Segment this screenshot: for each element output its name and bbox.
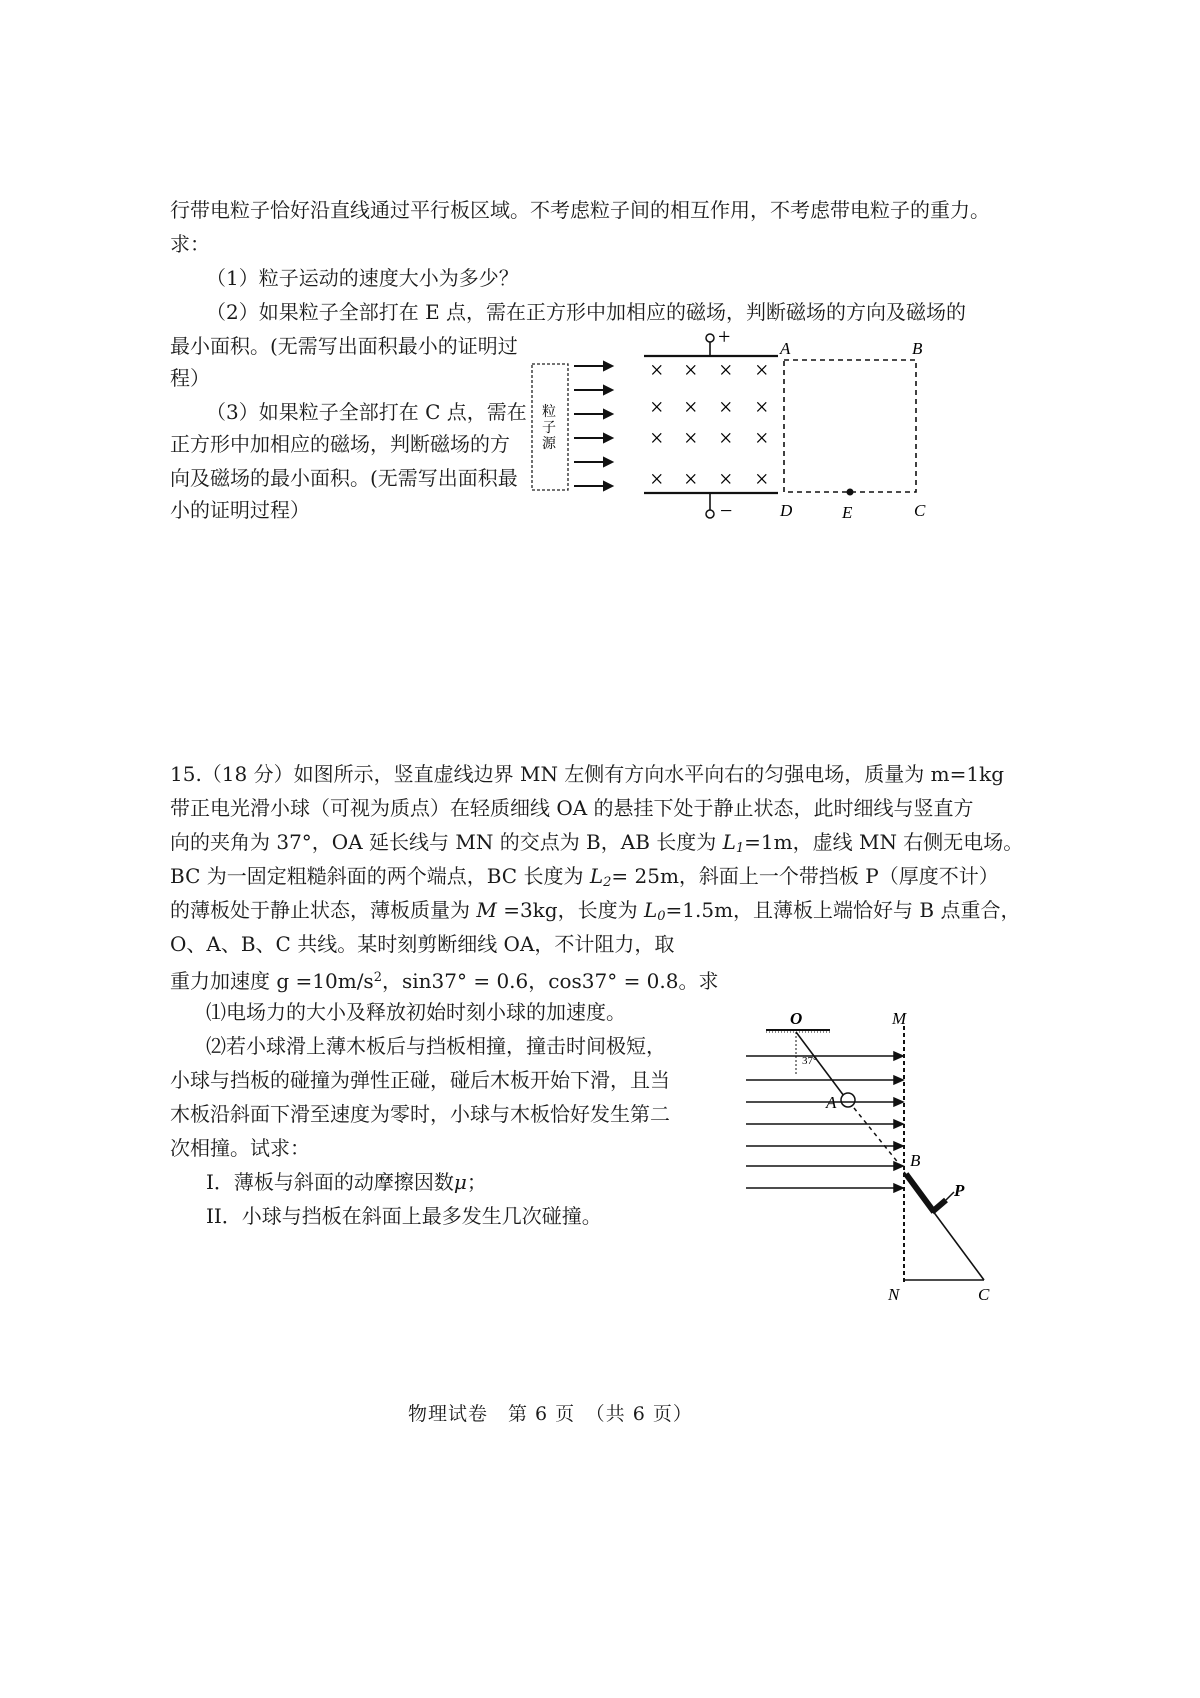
field-cross-0-3: × [755, 358, 769, 384]
label-point-b: B [912, 339, 923, 358]
particle-source-label-3: 源 [542, 437, 556, 452]
q15-text-line-6: O、A、B、C 共线。某时刻剪断细线 OA，不计阻力，取 [170, 932, 675, 956]
field-cross-2-3: × [755, 426, 769, 452]
label-c: C [978, 1285, 990, 1304]
thin-plank [906, 1174, 934, 1212]
oa-extension [854, 1108, 904, 1170]
point-e-dot [847, 489, 854, 496]
ball-a [841, 1093, 855, 1107]
magnetic-field-crosses [650, 358, 769, 493]
q14-sub-question-3-line-b: 正方形中加相应的磁场，判断磁场的方 [170, 432, 510, 456]
field-cross-1-1: × [684, 395, 698, 421]
q14-sub-question-3-line-d: 小的证明过程） [170, 498, 310, 522]
particle-beam-arrows [574, 362, 612, 490]
q15-text-line-2: 带正电光滑小球（可视为质点）在轻质细线 OA 的悬挂下处于静止状态，此时细线与竖直方 [170, 796, 974, 820]
q14-sub-question-3-line-a: （3）如果粒子全部打在 C 点，需在 [206, 400, 527, 424]
q15-part-2-line-d: 次相撞。试求： [170, 1136, 310, 1160]
field-cross-0-1: × [684, 358, 698, 384]
q15-text-line-3: 向的夹角为 37°，OA 延长线与 MN 的交点为 B，AB 长度为 $L_1=1m$，虚线 MN 右侧无电场。 [170, 830, 1024, 856]
q14-sub-question-1: （1）粒子运动的速度大小为多少？ [206, 266, 519, 290]
q15-item-1: I．薄板与斜面的动摩擦因数μ； [206, 1170, 487, 1194]
q14-text-line-2: 求： [170, 232, 210, 256]
q14-sub-question-2-line-b: 最小面积。(无需写出面积最小的证明过 [170, 334, 518, 358]
label-point-a: A [780, 339, 791, 358]
field-cross-1-0: × [650, 395, 664, 421]
field-cross-3-2: × [719, 467, 733, 493]
field-cross-0-2: × [719, 358, 733, 384]
field-cross-1-3: × [755, 395, 769, 421]
label-n: N [888, 1285, 900, 1304]
q14-sub-question-2-line-c: 程） [170, 366, 210, 390]
field-cross-2-2: × [719, 426, 733, 452]
barrier-p [932, 1200, 946, 1212]
label-point-d: D [780, 501, 793, 520]
q14-figure [520, 320, 940, 530]
q15-text-line-5: 的薄板处于静止状态，薄板质量为 M =3kg，长度为 $L_0=1.5m$，且薄板上端恰好与 B 点重合， [170, 898, 1021, 924]
minus-sign: − [720, 498, 733, 523]
field-cross-1-2: × [719, 395, 733, 421]
plus-sign: + [718, 324, 731, 349]
q15-part-1: ⑴电场力的大小及释放初始时刻小球的加速度。 [206, 1000, 626, 1024]
label-b: B [910, 1151, 921, 1170]
label-point-e: E [842, 503, 853, 522]
q15-part-2-line-c: 木板沿斜面下滑至速度为零时，小球与木板恰好发生第二 [170, 1102, 670, 1126]
q15-figure [720, 1000, 990, 1310]
positive-terminal [706, 334, 714, 342]
q15-text-line-4: BC 为一固定粗糙斜面的两个端点，BC 长度为 $L_2= 25m$，斜面上一个带挡板 P（厚度不计） [170, 864, 999, 890]
q15-part-2-line-b: 小球与挡板的碰撞为弹性正碰，碰后木板开始下滑，且当 [170, 1068, 670, 1092]
page-footer: 物理试卷 第 6 页 （共 6 页） [408, 1403, 693, 1425]
particle-source-label-2: 子 [542, 421, 556, 436]
label-m: M [892, 1009, 907, 1028]
dashed-square-region [784, 360, 916, 492]
label-point-c: C [914, 501, 926, 520]
negative-terminal [706, 510, 714, 518]
angle-label: 37° [802, 1055, 818, 1067]
field-cross-0-0: × [650, 358, 664, 384]
q15-item-2: II．小球与挡板在斜面上最多发生几次碰撞。 [206, 1204, 602, 1228]
label-o: O [790, 1009, 803, 1028]
field-cross-3-0: × [650, 467, 664, 493]
field-cross-2-0: × [650, 426, 664, 452]
q14-sub-question-2-line-a: （2）如果粒子全部打在 E 点，需在正方形中加相应的磁场，判断磁场的方向及磁场的 [206, 300, 967, 324]
q14-sub-question-3-line-c: 向及磁场的最小面积。(无需写出面积最 [170, 466, 518, 490]
electric-field-arrows [746, 1052, 903, 1192]
q15-text-line-7: 重力加速度 $g =10m/s^2$，sin37° = 0.6，cos37° = 0.8。求 [170, 969, 719, 993]
field-cross-2-1: × [684, 426, 698, 452]
field-cross-3-3: × [755, 467, 769, 493]
q15-part-2-line-a: ⑵若小球滑上薄木板后与挡板相撞，撞击时间极短， [206, 1034, 666, 1058]
label-a: A [826, 1093, 837, 1112]
particle-source-label-1: 粒 [542, 405, 556, 420]
q15-text-line-1: 15.（18 分）如图所示，竖直虚线边界 MN 左侧有方向水平向右的匀强电场，质量为 m=1kg [170, 762, 1005, 786]
label-p: P [954, 1181, 965, 1200]
field-cross-3-1: × [684, 467, 698, 493]
q14-text-line-1: 行带电粒子恰好沿直线通过平行板区域。不考虑粒子间的相互作用，不考虑带电粒子的重力。 [170, 198, 990, 222]
